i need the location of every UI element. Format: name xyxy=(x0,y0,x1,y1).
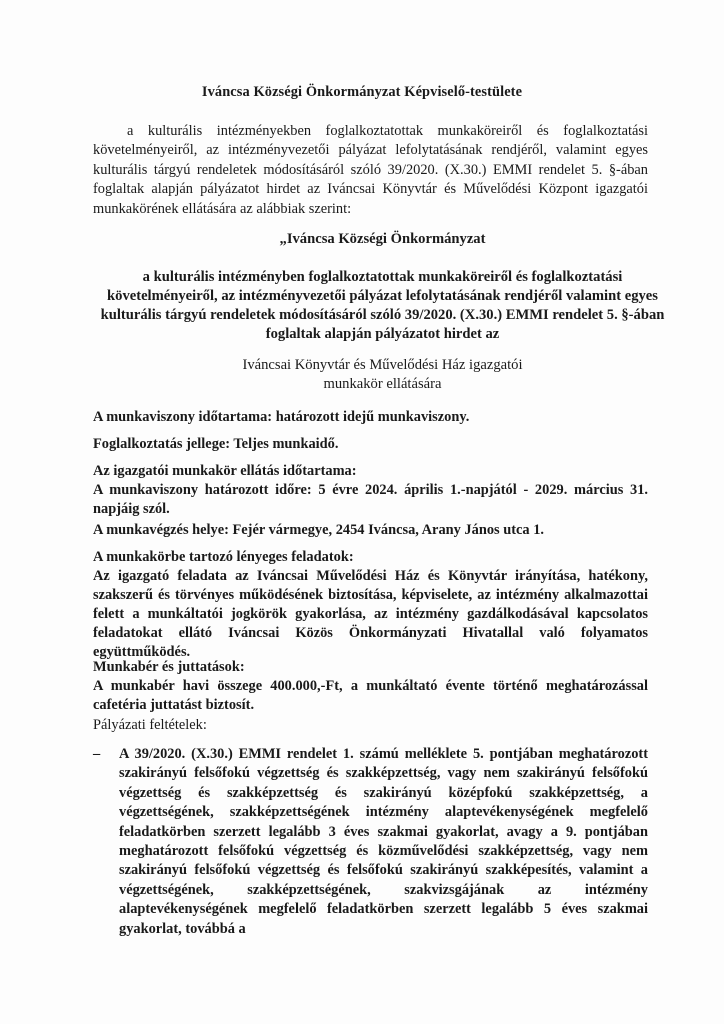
director-term-label: Az igazgatói munkakör ellátás időtartama: xyxy=(93,463,357,479)
salary-label: Munkabér és juttatások: xyxy=(93,659,245,675)
institution-line-1: Iváncsai Könyvtár és Művelődési Ház igazgatói xyxy=(242,357,523,373)
director-term-value: A munkaviszony határozott időre: 5 évre 2024. április 1.-napjától - 2029. március 31. napjáig szól. xyxy=(93,482,648,517)
quote-body: a kulturális intézményben foglalkoztatottak munkaköreiről és foglalkoztatási követelményeiről, az intézményvezetői pályázat lefolytatásának rendjéről valamint egyes kulturális tárgyú rendeletek módosításáról szóló 39/2020. (X.30.) EMMI rendelet 5. §-ában foglaltak alapján pályázatot hirdet az xyxy=(100,269,665,342)
condition-text: A 39/2020. (X.30.) EMMI rendelet 1. számú melléklete 5. pontjában meghatározott szakirányú felsőfokú végzettség és szakképzettség, vagy nem szakirányú felsőfokú végzettség és szakképzettség és szakirányú középfokú szakképzettség, a végzettségének, szakképzettségének intézmény alaptevékenységének megfelelő feladatkörben szerzett legalább 3 éves szakmai gyakorlat, avagy a 9. pontjában meghatározott felsőfokú végzettség és közművelődési szakképzettség, vagy nem szakirányú felsőfokú végzettség és felsőfokú szakirányú szakképesítés, valamint a végzettségének, szakképzettségének, szakvizsgájának az intézmény alaptevékenységének megfelelő feladatkörben szerzett legalább 5 éves szakmai gyakorlat, továbbá a xyxy=(119,746,648,937)
intro-paragraph: a kulturális intézményekben foglalkoztatottak munkaköreiről és foglalkoztatási követelményeiről, az intézményvezetői pályázat lefolytatásának rendjéről, valamint egyes kulturális tárgyú rendeletek módosításáról szóló 39/2020. (X.30.) EMMI rendelet 5. §-ában foglaltak alapján pályázatot hirdet az Iváncsai Könyvtár és Művelődési Központ igazgatói munkakörének ellátására az alábbiak szerint: xyxy=(93,123,648,217)
conditions-label: Pályázati feltételek: xyxy=(93,717,207,733)
condition-dash: – xyxy=(93,746,101,762)
document-heading: Iváncsa Községi Önkormányzat Képviselő-testülete xyxy=(201,84,523,100)
employment-type: Foglalkoztatás jellege: Teljes munkaidő. xyxy=(93,436,339,452)
institution-line-2: munkakör ellátására xyxy=(323,376,442,392)
workplace: A munkavégzés helye: Fejér vármegye, 2454 Iváncsa, Arany János utca 1. xyxy=(93,522,544,538)
employment-duration: A munkaviszony időtartama: határozott idejű munkaviszony. xyxy=(93,409,470,425)
duties-label: A munkakörbe tartozó lényeges feladatok: xyxy=(93,549,354,565)
quote-title: „Iváncsa Községi Önkormányzat xyxy=(279,231,486,247)
condition-item xyxy=(93,745,648,939)
duties-value: Az igazgató feladata az Iváncsai Művelődési Ház és Könyvtár irányítása, hatékony, szakszerű és törvényes működésének biztosítása, képviselete, az intézmény alkalmazottai felett a munkáltatói jogkörök gyakorlása, az intézmény gazdálkodásával kapcsolatos feladatokat ellátó Iváncsai Közös Önkormányzati Hivatallal való folyamatos együttműködés. xyxy=(93,568,648,660)
salary-value: A munkabér havi összege 400.000,-Ft, a munkáltató évente történő meghatározással cafetéria juttatást biztosít. xyxy=(93,678,648,713)
